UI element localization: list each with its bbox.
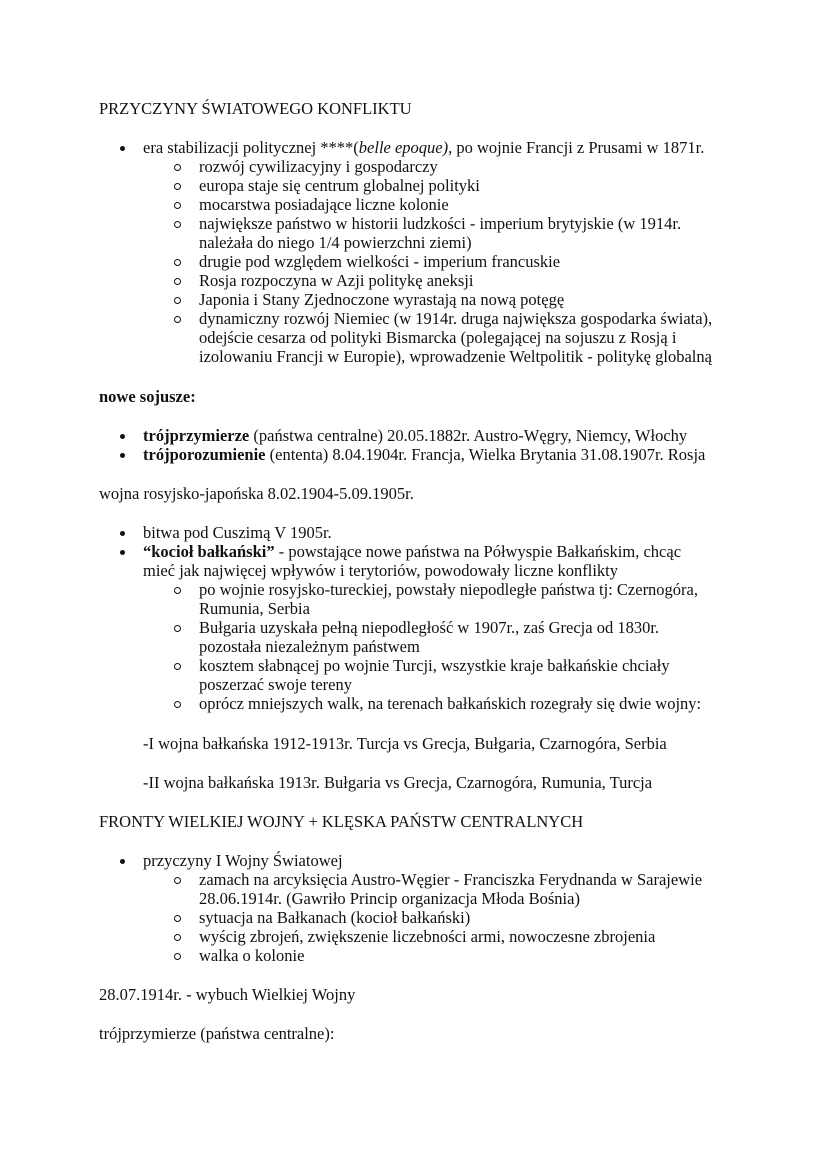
bullet-icon xyxy=(120,453,125,458)
list-item-continuation: mieć jak najwięcej wpływów i terytoriów, powodowały liczne konflikty xyxy=(143,561,619,580)
bullet-icon xyxy=(120,550,125,555)
text: po wojnie Francji z Prusami w 1871r. xyxy=(452,138,705,157)
circle-bullet-icon xyxy=(174,934,181,941)
paragraph: -I wojna bałkańska 1912-1913r. Turcja vs Grecja, Bułgaria, Czarnogóra, Serbia xyxy=(143,734,667,753)
text: (państwa centralne) 20.05.1882r. Austro-Węgry, Niemcy, Włochy xyxy=(249,426,688,445)
text: - powstające nowe państwa na Półwyspie Bałkańskim, chcąc xyxy=(274,542,682,561)
sub-list-item: zamach na arcyksięcia Austro-Węgier - Franciszka Ferydnanda w Sarajewie xyxy=(199,870,703,889)
bullet-icon xyxy=(120,434,125,439)
paragraph: trójprzymierze (państwa centralne): xyxy=(99,1024,335,1043)
sub-list-item: wyścig zbrojeń, zwiększenie liczebności armi, nowoczesne zbrojenia xyxy=(199,927,656,946)
bold-text: “kocioł bałkański” xyxy=(143,542,275,561)
list-item xyxy=(143,138,704,157)
circle-bullet-icon xyxy=(174,663,181,670)
sub-list-item: po wojnie rosyjsko-tureckiej, powstały niepodległe państwa tj: Czernogóra, xyxy=(199,580,699,599)
bold-text: trójporozumienie xyxy=(143,445,266,464)
circle-bullet-icon xyxy=(174,877,181,884)
sub-list-item: największe państwo w historii ludzkości - imperium brytyjskie (w 1914r. xyxy=(199,214,682,233)
sub-list-item-continuation: 28.06.1914r. (Gawriło Princip organizacja Młoda Bośnia) xyxy=(199,889,580,908)
circle-bullet-icon xyxy=(174,625,181,632)
circle-bullet-icon xyxy=(174,183,181,190)
sub-list-item-continuation: odejście cesarza od polityki Bismarcka (polegającej na sojuszu z Rosją i xyxy=(199,328,677,347)
list-item xyxy=(143,542,681,561)
circle-bullet-icon xyxy=(174,316,181,323)
sub-list-item: Rosja rozpoczyna w Azji politykę aneksji xyxy=(199,271,474,290)
circle-bullet-icon xyxy=(174,915,181,922)
circle-bullet-icon xyxy=(174,278,181,285)
sub-list-item: oprócz mniejszych walk, na terenach bałkańskich rozegrały się dwie wojny: xyxy=(199,694,702,713)
sub-list-item: Japonia i Stany Zjednoczone wyrastają na nową potęgę xyxy=(199,290,565,309)
paragraph: wojna rosyjsko-japońska 8.02.1904-5.09.1905r. xyxy=(99,484,414,503)
sub-list-item: drugie pod względem wielkości - imperium francuskie xyxy=(199,252,561,271)
text: (ententa) 8.04.1904r. Francja, Wielka Brytania 31.08.1907r. Rosja xyxy=(265,445,706,464)
text: era stabilizacji politycznej ****( xyxy=(143,138,359,157)
bullet-icon xyxy=(120,859,125,864)
sub-list-item: Bułgaria uzyskała pełną niepodległość w 1907r., zaś Grecja od 1830r. xyxy=(199,618,660,637)
paragraph: -II wojna bałkańska 1913r. Bułgaria vs Grecja, Czarnogóra, Rumunia, Turcja xyxy=(143,773,653,792)
circle-bullet-icon xyxy=(174,701,181,708)
circle-bullet-icon xyxy=(174,587,181,594)
list-item: bitwa pod Cuszimą V 1905r. xyxy=(143,523,332,542)
list-item: przyczyny I Wojny Światowej xyxy=(143,851,343,870)
sub-list-item: sytuacja na Bałkanach (kocioł bałkański) xyxy=(199,908,471,927)
circle-bullet-icon xyxy=(174,953,181,960)
section-title: FRONTY WIELKIEJ WOJNY + KLĘSKA PAŃSTW CENTRALNYCH xyxy=(99,812,584,831)
bold-text: trójprzymierze xyxy=(143,426,250,445)
heading-text: nowe sojusze: xyxy=(99,387,196,406)
sub-list-item-continuation: należała do niego 1/4 powierzchni ziemi) xyxy=(199,233,472,252)
list-item xyxy=(143,426,687,445)
sub-list-item: walka o kolonie xyxy=(199,946,305,965)
sub-list-item: europa staje się centrum globalnej polityki xyxy=(199,176,480,195)
sub-list-item-continuation: Rumunia, Serbia xyxy=(199,599,310,618)
bullet-icon xyxy=(120,146,125,151)
circle-bullet-icon xyxy=(174,297,181,304)
bullet-icon xyxy=(120,531,125,536)
sub-list-item: kosztem słabnącej po wojnie Turcji, wszystkie kraje bałkańskie chciały xyxy=(199,656,670,675)
alliances-heading xyxy=(99,387,196,406)
sub-list-item: dynamiczny rozwój Niemiec (w 1914r. druga największa gospodarka świata), xyxy=(199,309,713,328)
list-item xyxy=(143,445,705,464)
circle-bullet-icon xyxy=(174,259,181,266)
italic-text: belle epoque), xyxy=(358,138,453,157)
sub-list-item: mocarstwa posiadające liczne kolonie xyxy=(199,195,449,214)
sub-list-item-continuation: poszerzać swoje tereny xyxy=(199,675,353,694)
circle-bullet-icon xyxy=(174,221,181,228)
sub-list-item-continuation: pozostała niezależnym państwem xyxy=(199,637,420,656)
sub-list-item-continuation: izolowaniu Francji w Europie), wprowadzenie Weltpolitik - politykę globalną xyxy=(199,347,712,366)
section-title: PRZYCZYNY ŚWIATOWEGO KONFLIKTU xyxy=(99,99,412,118)
sub-list-item: rozwój cywilizacyjny i gospodarczy xyxy=(199,157,438,176)
paragraph: 28.07.1914r. - wybuch Wielkiej Wojny xyxy=(99,985,356,1004)
circle-bullet-icon xyxy=(174,164,181,171)
circle-bullet-icon xyxy=(174,202,181,209)
